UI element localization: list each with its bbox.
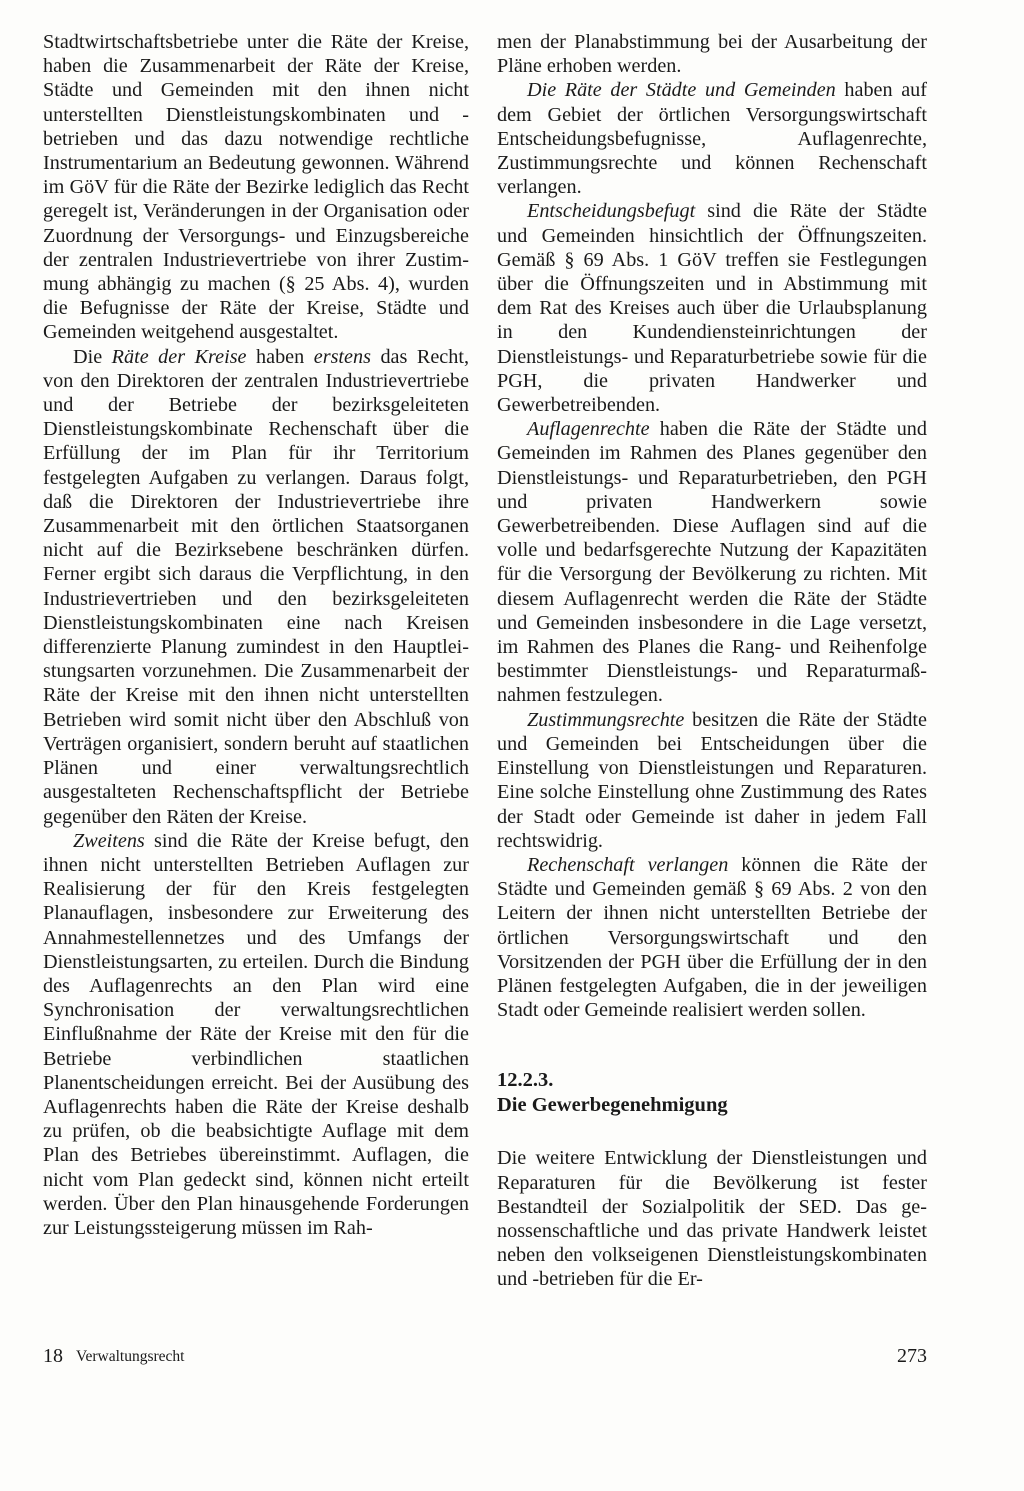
emphasis: Zustimmungsrechte [527,708,685,731]
paragraph: Stadtwirtschaftsbetriebe unter die Räte der Kreise, haben die Zusammenarbeit der Räte der Kreise, Städte und Gemeinden mit den ihnen nicht unterstellten Dienstleistungskombinaten und -betrieben und das dazu notwendige rechtliche Instrumentarium an Bedeutung gewonnen. Während im GöV für die Räte der Bezirke lediglich das Recht geregelt ist, Veränderungen in der Organisation oder Zuordnung der Versorgungs- und Einzugsbereiche der zentralen Industrievertriebe von ihrer Zustimmung abhängig zu machen (§ 25 Abs. 4), wurden die Befugnisse der Räte der Kreise, Städte und Gemeinden weitgehend ausgestaltet. [43,31,469,344]
running-title: Verwaltungsrecht [76,1348,185,1365]
paragraph: Rechenschaft verlangen können die Räte der Städte und Gemeinden gemäß § 69 Abs. 2 von den Leitern der ihnen nicht unterstellten Betriebe der örtlichen Versorgungswirtschaft und den Vorsitzenden der PGH über die Erfüllung der in den Plänen festgelegten Aufgaben, die in der jeweiligen Stadt oder Gemeinde realisiert werden sollen. [497,853,927,1022]
paragraph: Auflagenrechte haben die Räte der Städte und Gemeinden im Rahmen des Planes gegenüber den Dienstleistungs- und Reparaturbetrieben, den PGH und privaten Handwerkern sowie Gewerbetreibenden. Diese Auflagen sind auf die volle und bedarfsgerechte Nutzung der Kapazitäten für die Versorgung der Bevölkerung zu richten. Mit diesem Auflagenrecht werden die Räte der Städte und Gemeinden insbesondere in die Lage versetzt, im Rahmen des Planes die Rang- und Reihenfolge bestimmter Dienstleistungs- und Reparaturmaßnahmen festzulegen. [497,418,927,707]
right-column [497,30,927,1292]
paragraph: Die Räte der Kreise haben erstens das Recht, von den Direktoren der zentralen Industrievertriebe und der Betriebe der bezirksgeleiteten Dienstleistungskombinate Rechenschaft über die Erfüllung der im Plan für ihr Territorium festgelegten Aufgaben zu verlangen. Daraus folgt, daß die Direktoren der Industrievertriebe ihre Zusammenarbeit mit den örtlichen Staatsorganen nicht auf die Bezirksebene beschränken dürfen. Ferner ergibt sich daraus die Verpflichtung, in den Industrievertrieben und den bezirksgeleiteten Dienstleistungskombinaten eine nach Kreisen differenzierte Planung zumindest in den Hauptleistungsarten vorzunehmen. Die Zusammenarbeit der Räte der Kreise mit den ihnen nicht unterstellten Betrieben wird somit nicht über den Abschluß von Verträgen organisiert, sondern beruht auf staatlichen Plänen und einer verwaltungsrechtlich ausgestalteten Rechenschaftspflicht der Betriebe gegenüber den Räten der Kreise. [43,345,470,828]
paragraph: Die weitere Entwicklung der Dienstleistungen und Reparaturen für die Bevölkerung ist fester Bestandteil der Sozialpolitik der SED. Das genossenschaftliche und das private Handwerk leistet neben den volkseigenen Dienstleistungskombinaten und -betrieben für die Er- [497,1147,927,1291]
paragraph: men der Planabstimmung bei der Ausarbeitung der Pläne erhoben werden. [497,31,927,78]
emphasis: Rechenschaft verlangen [527,853,729,876]
paragraph: Entscheidungsbefugt sind die Räte der Städte und Gemeinden hinsichtlich der Öffnungszeiten. Gemäß § 69 Abs. 1 GöV treffen sie Festlegungen über die Öffnungszeiten und in Abstimmung mit dem Rat des Kreises auch über die Urlaubsplanung in den Kundendiensteinrichtungen der Dienstleistungs- und Reparaturbetriebe sowie für die PGH, die privaten Handwerker und Gewerbetreibenden. [497,200,927,417]
emphasis: Räte der Kreise [111,345,247,368]
paragraph: Zustimmungsrechte besitzen die Räte der Städte und Gemeinden bei Entscheidungen über die Einstellung von Dienstleistungen und Reparaturen. Eine solche Einstellung ohne Zustimmung des Rates der Stadt oder Gemeinde ist daher in jedem Fall rechtswidrig. [497,708,927,852]
emphasis: Entscheidungsbefugt [527,200,696,223]
paragraph: Die Räte der Städte und Gemeinden haben auf dem Gebiet der örtlichen Versorgungswirtschaft Entscheidungsbefugnisse, Auflagenrechte, Zustimmungsrechte und können Rechenschaft verlangen. [497,79,927,199]
chapter-number: 18 [43,1345,63,1367]
left-column [43,30,469,1240]
section-number: 12.2.3. [497,1069,554,1092]
emphasis: Die Räte der Städte und Gemeinden [527,79,836,102]
section-title: Die Gewerbegenehmigung [497,1094,728,1117]
emphasis: Auflagenrechte [527,418,650,441]
emphasis: Zweitens [73,829,145,852]
page-number: 273 [897,1345,927,1367]
paragraph: Zweitens sind die Räte der Kreise befugt, den ihnen nicht unterstellten Betrieben Auflagen zur Realisierung der für den Kreis festgelegten Planauflagen, insbesondere zur Erweiterung des Annahmestellennetzes und des Umfangs der Dienstleistungsarten, zu erteilen. Durch die Bindung des Auflagenrechts an den Plan wird eine Synchronisation der verwaltungsrechtlichen Einflußnahme der Räte der Kreise mit den für die Betriebe verbindlichen staatlichen Planentscheidungen erreicht. Bei der Ausübung des Auflagenrechts haben die Räte der Kreise deshalb zu prüfen, ob die beabsichtigte Auflage mit dem Plan des Betriebes übereinstimmt. Auflagen, die nicht vom Plan gedeckt sind, können nicht erteilt werden. Über den Plan hinausgehende Forderungen zur Leistungssteigerung müssen im Rah- [43,829,469,1239]
emphasis: erstens [313,345,371,368]
